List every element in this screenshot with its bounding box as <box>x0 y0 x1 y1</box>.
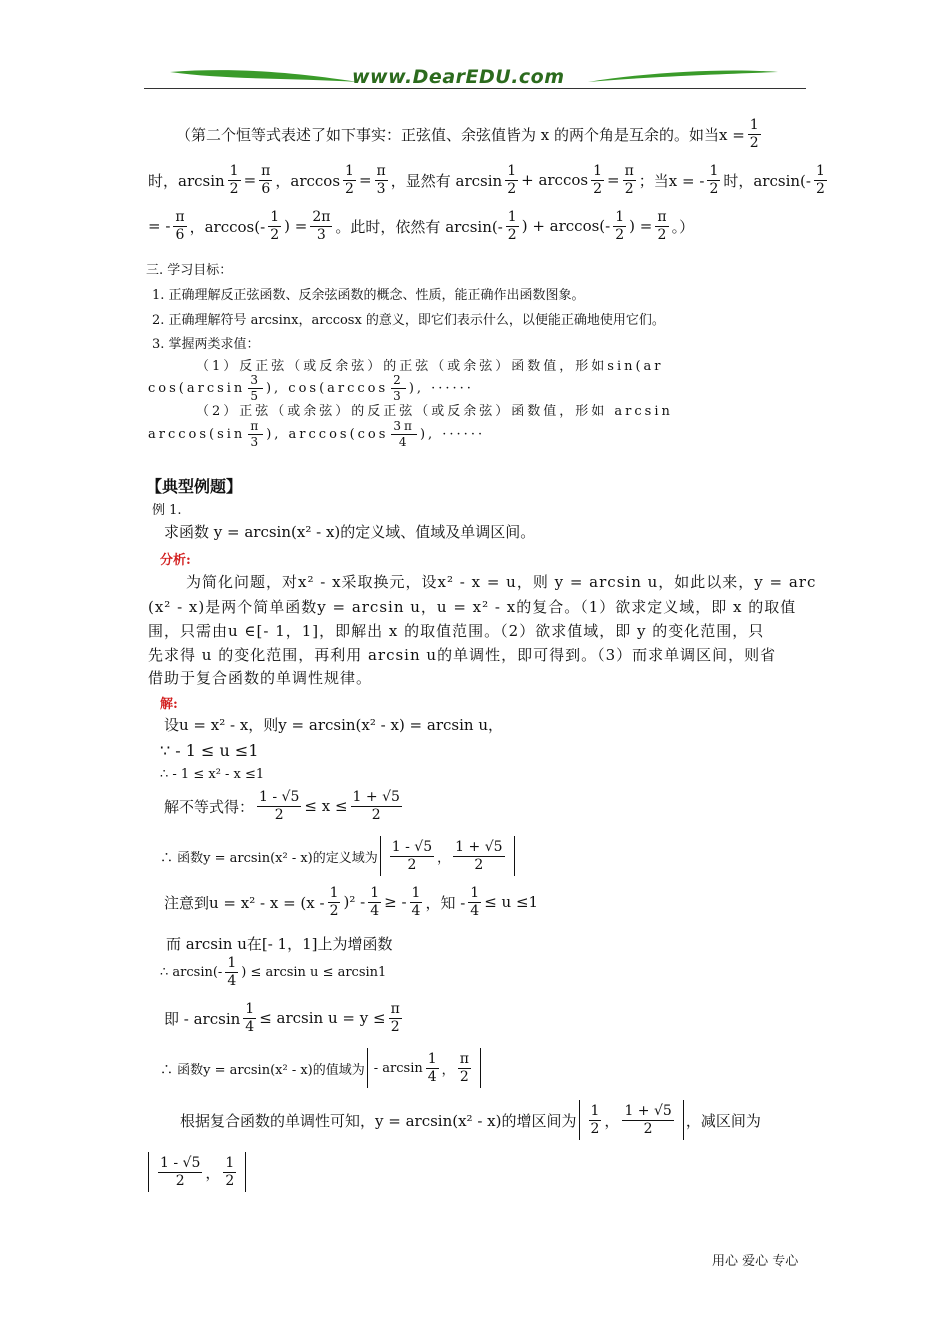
domain-interval: $\frac{1 - √5}{2}$ ， $\frac{1 + √5}{2}$ <box>380 836 515 876</box>
goal-3-item-1: （1）反正弦（或反余弦）的正弦（或余弦）函数值，形如sin(ar <box>196 359 664 374</box>
solution-step-4: 解不等式得： $\frac{1 - √5}{2}$ ≤ x ≤ $\frac{1 + √5}{2}$ <box>164 789 400 823</box>
solution-step-7: 而 arcsin u在[- 1，1]上为增函数 <box>166 935 393 953</box>
intro-line-2: 时，arcsin $\frac{1}{2}$ = $\frac{\pi}{6}$ ，arccos $\frac{1}{2}$ = $\frac{\pi}{3}$ ，显然有 arcsin $\frac{1}{2}$ + arccos $\frac{1}{2}$ = $\frac{\pi}{2}$ ；当x = - $\frac{1}{2}$ 时，arcsin(- $\frac{1}{2}$ <box>148 163 825 197</box>
header-rule <box>144 88 806 89</box>
analysis-line-4: 先求得 u 的变化范围，再利用 arcsin u的单调性，即可得到。（3）而求单调区间，则省 <box>148 646 777 664</box>
intro-line-3: = - $\frac{\pi}{6}$ ，arccos(- $\frac{1}{2}$ ) = $\frac{2\pi}{3}$ 。此时，依然有 arcsin(- $\frac{1}{2}$ ) + arccos(- $\frac{1}{2}$ ) = $\frac{\pi}{2}$ 。） <box>148 209 695 243</box>
solution-step-11: 根据复合函数的单调性可知，y = arcsin(x² - x)的增区间为 $\frac{1}{2}$ ， $\frac{1 + √5}{2}$ ，减区间为 <box>180 1100 761 1140</box>
goal-3-item-2: （2）正弦（或余弦）的反正弦（或反余弦）函数值，形如 arcsin <box>196 404 673 419</box>
solution-step-6: 注意到u = x² - x = (x - $\frac{1}{2}$ )² - $\frac{1}{4}$ ≥ - $\frac{1}{4}$ ，知 - $\frac{1}{4}$ ≤ u ≤1 <box>164 885 539 919</box>
examples-heading: 【典型例题】 <box>146 477 243 496</box>
solution-step-3: ∴ - 1 ≤ x² - x ≤1 <box>160 767 265 782</box>
solution-label: 解: <box>160 697 178 712</box>
example-problem: 求函数 y = arcsin(x² - x)的定义域、值域及单调区间。 <box>164 523 536 541</box>
fraction: $\frac{1}{2}$ <box>749 117 759 151</box>
solution-step-2: ∵ - 1 ≤ u ≤1 <box>160 741 259 760</box>
solution-step-10: ∴ 函数y = arcsin(x² - x)的值域为 - arcsin $\frac{1}{4}$ ， $\frac{\pi}{2}$ <box>160 1048 483 1088</box>
example-label: 例 1. <box>152 503 182 518</box>
analysis-line-1: 为简化问题，对x² - x采取换元，设x² - x = u，则 y = arcsin u，如此以来，y = arc <box>186 573 817 591</box>
solution-step-5: ∴ 函数y = arcsin(x² - x)的定义域为 $\frac{1 - √5}{2}$ ， $\frac{1 + √5}{2}$ <box>160 836 517 876</box>
goals-heading: 三. 学习目标： <box>146 263 233 278</box>
intro-line-1: （第二个恒等式表述了如下事实：正弦值、余弦值皆为 x 的两个角是互余的。如当x = $\frac{1}{2}$ <box>176 117 759 151</box>
solution-step-9: 即 - arcsin $\frac{1}{4}$ ≤ arcsin u = y ≤ $\frac{\pi}{2}$ <box>164 1001 400 1035</box>
goal-3-item-2-examples: arccos(sin $\frac{\pi}{3}$ ), arccos(cos $\frac{3\pi}{4}$ ), ······ <box>148 419 486 449</box>
right-swoosh <box>588 70 778 82</box>
analysis-line-2: (x² - x)是两个简单函数y = arcsin u，u = x² - x的复合。（1）欲求定义域，即 x 的取值 <box>148 598 797 616</box>
analysis-line-3: 围，只需由u ∈[- 1，1]，即解出 x 的取值范围。（2）欲求值域，即 y 的变化范围，只 <box>148 622 765 640</box>
goal-2: 2. 正确理解符号 arcsinx，arccosx 的意义，即它们表示什么，以便能正确地使用它们。 <box>152 313 665 328</box>
left-swoosh <box>170 70 358 82</box>
increasing-interval: $\frac{1}{2}$ ， $\frac{1 + √5}{2}$ <box>579 1100 684 1140</box>
header-logo-text: www.DearEDU.com <box>352 66 565 88</box>
solution-step-1: 设u = x² - x，则y = arcsin(x² - x) = arcsin u， <box>164 716 503 734</box>
footer-text: 用心 爱心 专心 <box>712 1254 799 1269</box>
solution-step-8: ∴ arcsin(- $\frac{1}{4}$ ) ≤ arcsin u ≤ arcsin1 <box>160 955 387 989</box>
range-interval: - arcsin $\frac{1}{4}$ ， $\frac{\pi}{2}$ <box>367 1048 481 1088</box>
goal-3: 3. 掌握两类求值： <box>152 337 260 352</box>
goal-1: 1. 正确理解反正弦函数、反余弦函数的概念、性质，能正确作出函数图象。 <box>152 288 585 303</box>
decreasing-interval-line <box>146 1152 248 1192</box>
analysis-line-5: 借助于复合函数的单调性规律。 <box>148 669 373 687</box>
goal-3-item-1-examples: cos(arcsin $\frac{3}{5}$ ), cos(arccos $\frac{2}{3}$ ), ······ <box>148 373 474 403</box>
analysis-label: 分析: <box>160 553 191 568</box>
decreasing-interval: $\frac{1 - √5}{2}$ ， $\frac{1}{2}$ <box>148 1152 246 1192</box>
